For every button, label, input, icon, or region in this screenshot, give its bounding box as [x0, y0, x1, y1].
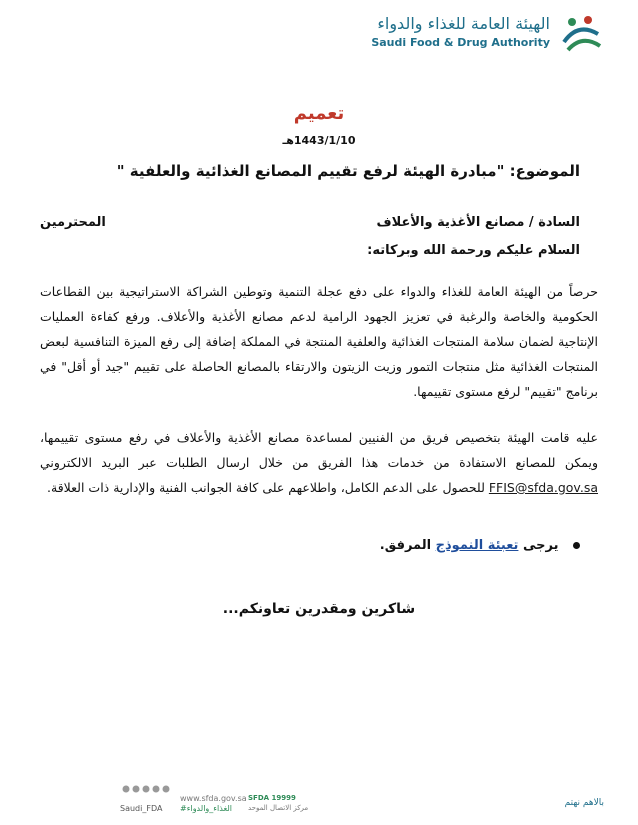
footer-website[interactable]: www.sfda.gov.sa [180, 794, 247, 803]
social-icons [122, 784, 174, 794]
addressee: السادة / مصانع الأغذية والأعلاف [376, 215, 580, 230]
document-date: 1443/1/10هـ [282, 134, 356, 147]
instagram-icon [153, 786, 160, 793]
facebook-icon [133, 786, 140, 793]
footer-social-handle[interactable]: Saudi_FDA [120, 804, 163, 813]
bullet-prefix: يرجى [522, 538, 559, 553]
footer-slogan: بالاهم نهتم [564, 798, 604, 808]
paragraph-support-text: عليه قامت الهيئة بتخصيص فريق من الفنيين لمساعدة مصانع الأغذية والأعلاف في رفع مستوى تقييمها، ويمكن للمصانع الاستفادة من خدمات هذا الفريق من خلال ارسال الطلبات عبر البريد الالكتروني [40, 430, 598, 470]
twitter-icon [123, 786, 130, 793]
sfda-logo [330, 12, 610, 54]
bullet-suffix: المرفق. [379, 538, 432, 553]
closing-text: شاكرين ومقدرين تعاونكم... [222, 601, 416, 617]
footer-sfda-number: SFDA 19999 [248, 794, 296, 802]
salutation-respected: المحترمين [40, 215, 106, 230]
greeting: السلام عليكم ورحمة الله وبركاته: [367, 243, 580, 258]
logo-english-text: Saudi Food & Drug Authority [371, 36, 550, 49]
document-title: تعميم [293, 103, 345, 124]
logo-arabic-text: الهيئة العامة للغذاء والدواء [377, 14, 550, 33]
youtube-icon [143, 786, 150, 793]
snapchat-icon [163, 786, 170, 793]
paragraph-intro: حرصاً من الهيئة العامة للغذاء والدواء على دفع عجلة التنمية وتوطين الشراكة الاستراتيجية بين القطاعات الحكومية والخاصة والرغبة في تعزيز الجهود الرامية لدعم مصانع الأغذية والأعلاف. ورفع كفاءة العمليات الإنتاجية لضمان سلامة المنتجات الغذائية والعلفية المنتجة في المملكة إضافة إلى رفع الميزة التنافسية لبعض المنتجات الغذائية مثل منتجات التمور وزيت الزيتون والارتقاء بالمصانع الحاصلة على تقييم "جيد أو أقل" في برنامج "تقييم" لرفع مستوى تقييمها. [40, 284, 598, 399]
sfda-emblem-icon [558, 12, 604, 54]
paragraph-support [40, 425, 598, 500]
footer-hashtag: #الغذاء_والدواء [180, 804, 232, 813]
bullet-item [380, 538, 580, 553]
fill-form-link[interactable]: تعبئة النموذج [435, 538, 519, 553]
document-subject: الموضوع: "مبادرة الهيئة لرفع تقييم المصانع الغذائية والعلفية " [116, 162, 580, 180]
email-link[interactable]: FFIS@sfda.gov.sa [488, 480, 598, 495]
bullet-icon [573, 542, 580, 549]
footer-sfda-subtext: مركز الاتصال الموحد [248, 804, 309, 812]
footer [0, 790, 638, 820]
paragraph-support-tail: للحصول على الدعم الكامل، واطلاعهم على كافة الجوانب الفنية والإدارية ذات العلاقة. [47, 480, 485, 495]
